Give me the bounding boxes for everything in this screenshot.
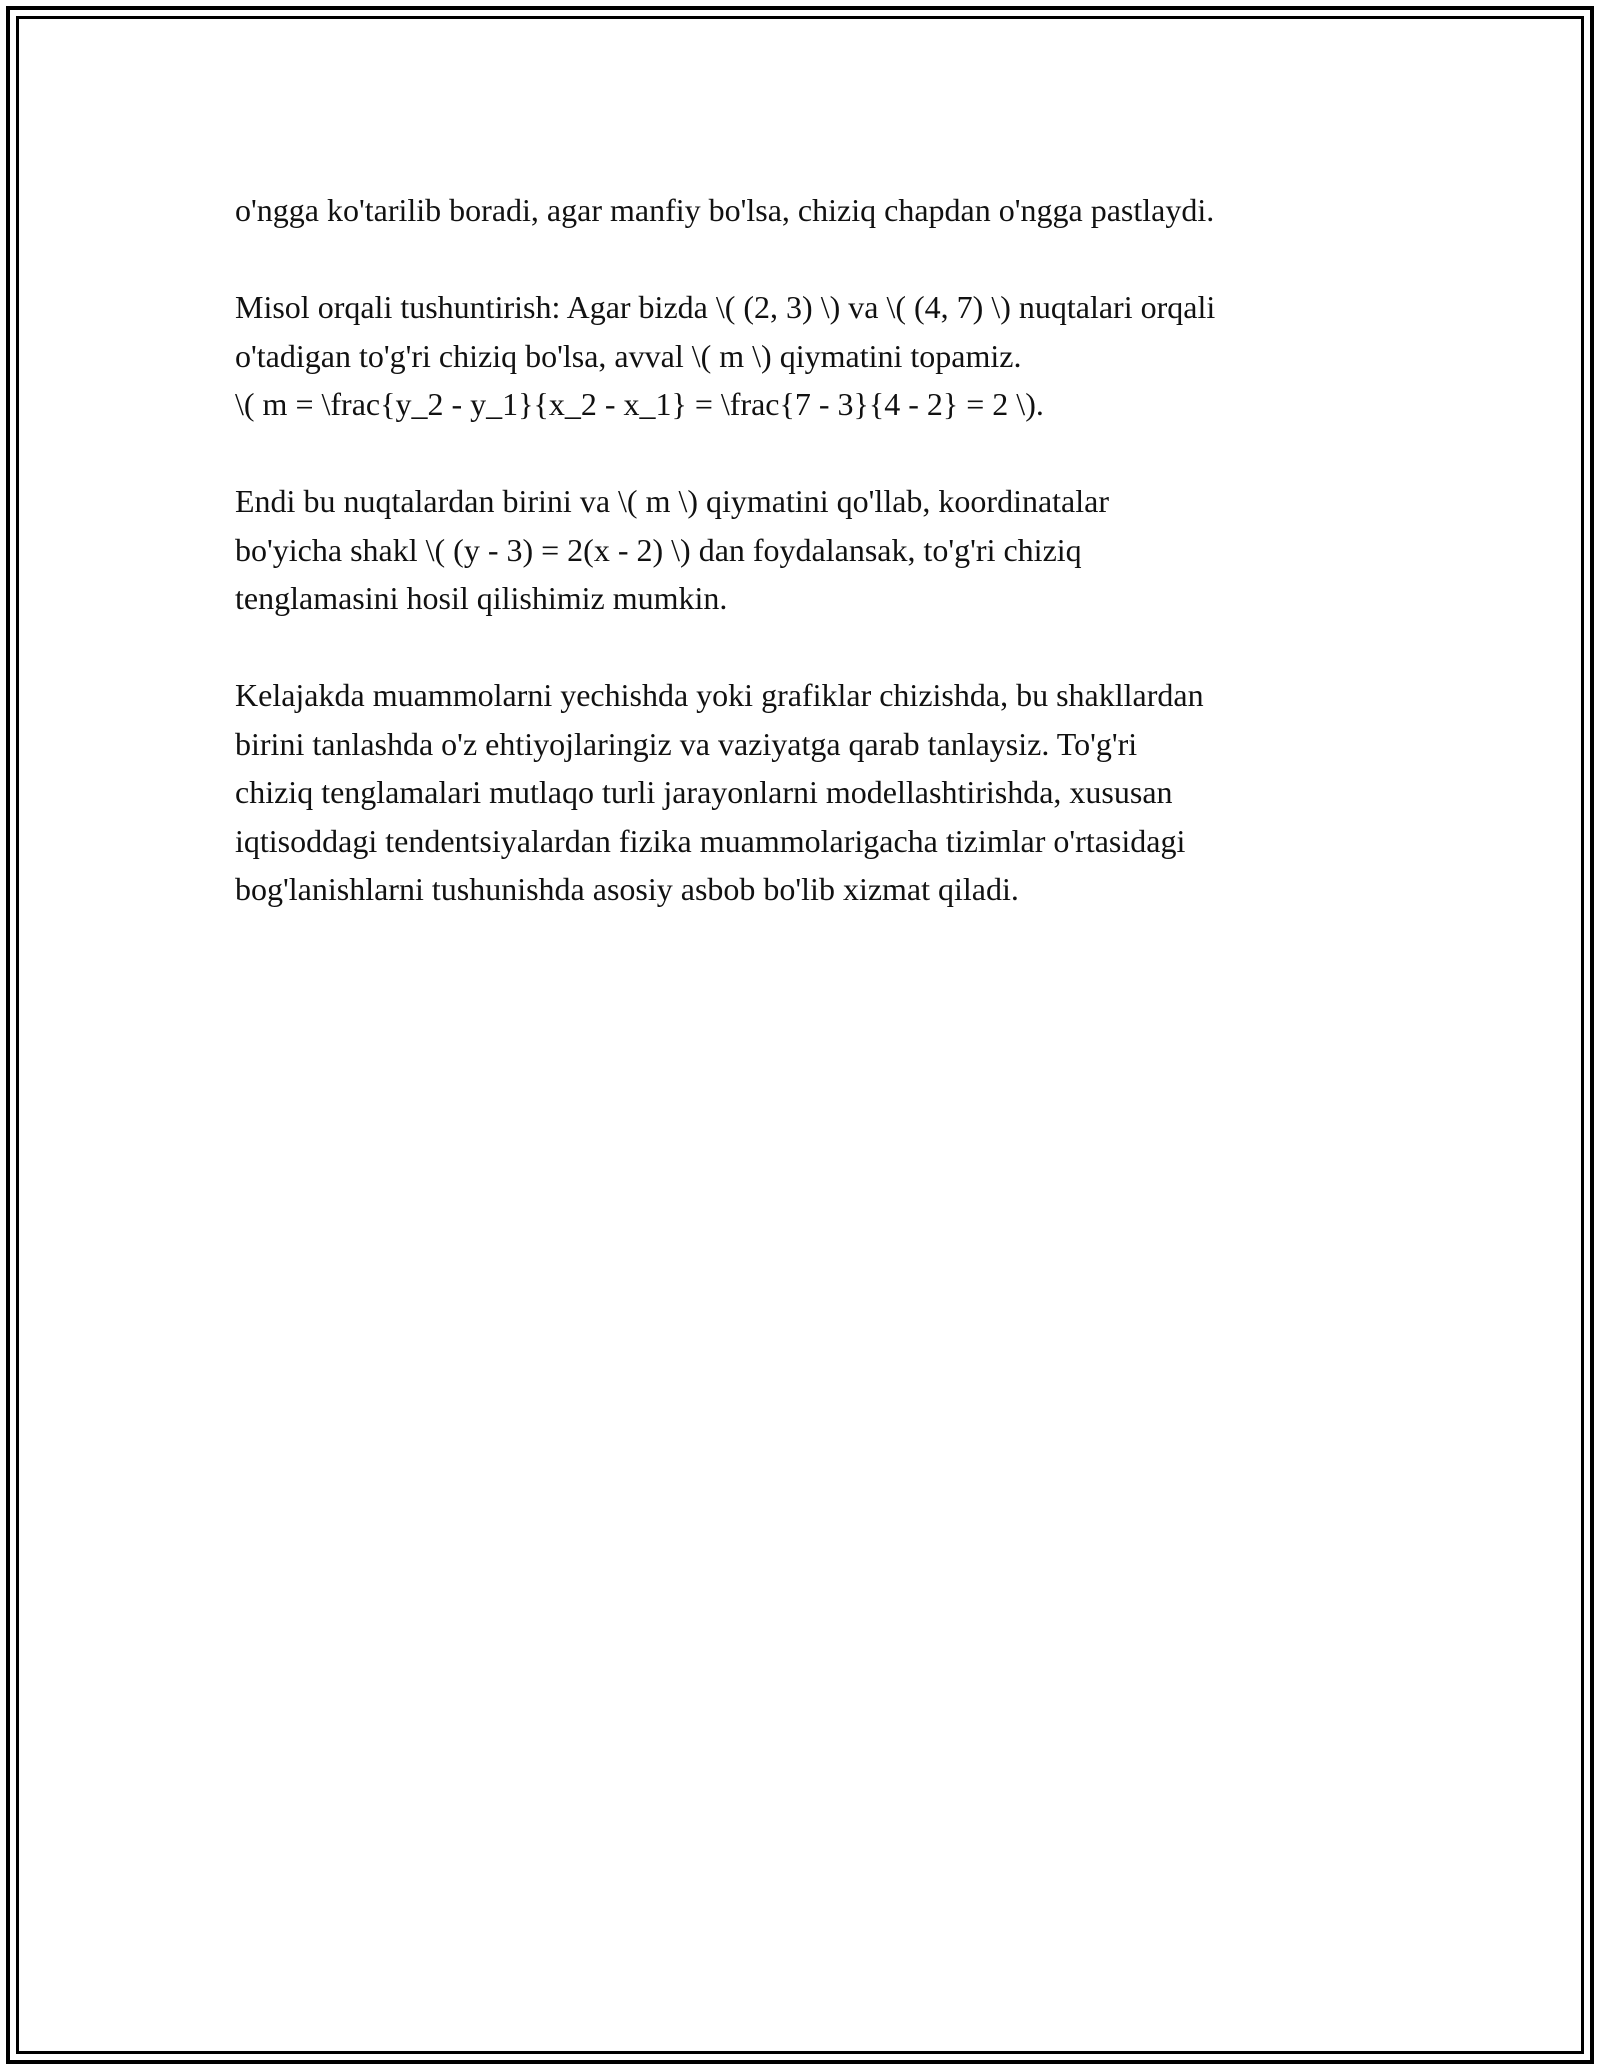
paragraph-conclusion: [235, 671, 1375, 914]
text-line: iqtisoddagi tendentsiyalardan fizika muammolarigacha tizimlar o'rtasidagi: [235, 822, 1186, 859]
text-line: bo'yicha shakl \( (y - 3) = 2(x - 2) \) dan foydalansak, to'g'ri chiziq: [235, 531, 1082, 568]
paragraph-slope-direction: [235, 186, 1375, 235]
text-line: Misol orqali tushuntirish: Agar bizda \( (2, 3) \) va \( (4, 7) \) nuqtalari orqali: [235, 289, 1216, 325]
text-line: Kelajakda muammolarni yechishda yoki grafiklar chizishda, bu shakllardan: [235, 677, 1204, 713]
document-body: [235, 186, 1375, 962]
formula-line: \( m = \frac{y_2 - y_1}{x_2 - x_1} = \frac{7 - 3}{4 - 2} = 2 \).: [235, 386, 1044, 422]
paragraph-point-slope: [235, 477, 1375, 623]
text-line: o'tadigan to'g'ri chiziq bo'lsa, avval \( m \) qiymatini topamiz.: [235, 337, 1022, 374]
text-line: birini tanlashda o'z ehtiyojlaringiz va vaziyatga qarab tanlaysiz. To'g'ri: [235, 725, 1138, 762]
text-line: chiziq tenglamalari mutlaqo turli jarayonlarni modellashtirishda, xususan: [235, 774, 1173, 810]
text-line: bog'lanishlarni tushunishda asosiy asbob bo'lib xizmat qiladi.: [235, 871, 1019, 907]
text-line: o'ngga ko'tarilib boradi, agar manfiy bo'lsa, chiziq chapdan o'ngga pastlaydi.: [235, 192, 1215, 228]
paragraph-example: [235, 283, 1375, 429]
text-line: Endi bu nuqtalardan birini va \( m \) qiymatini qo'llab, koordinatalar: [235, 483, 1109, 519]
text-line: tenglamasini hosil qilishimiz mumkin.: [235, 580, 728, 616]
